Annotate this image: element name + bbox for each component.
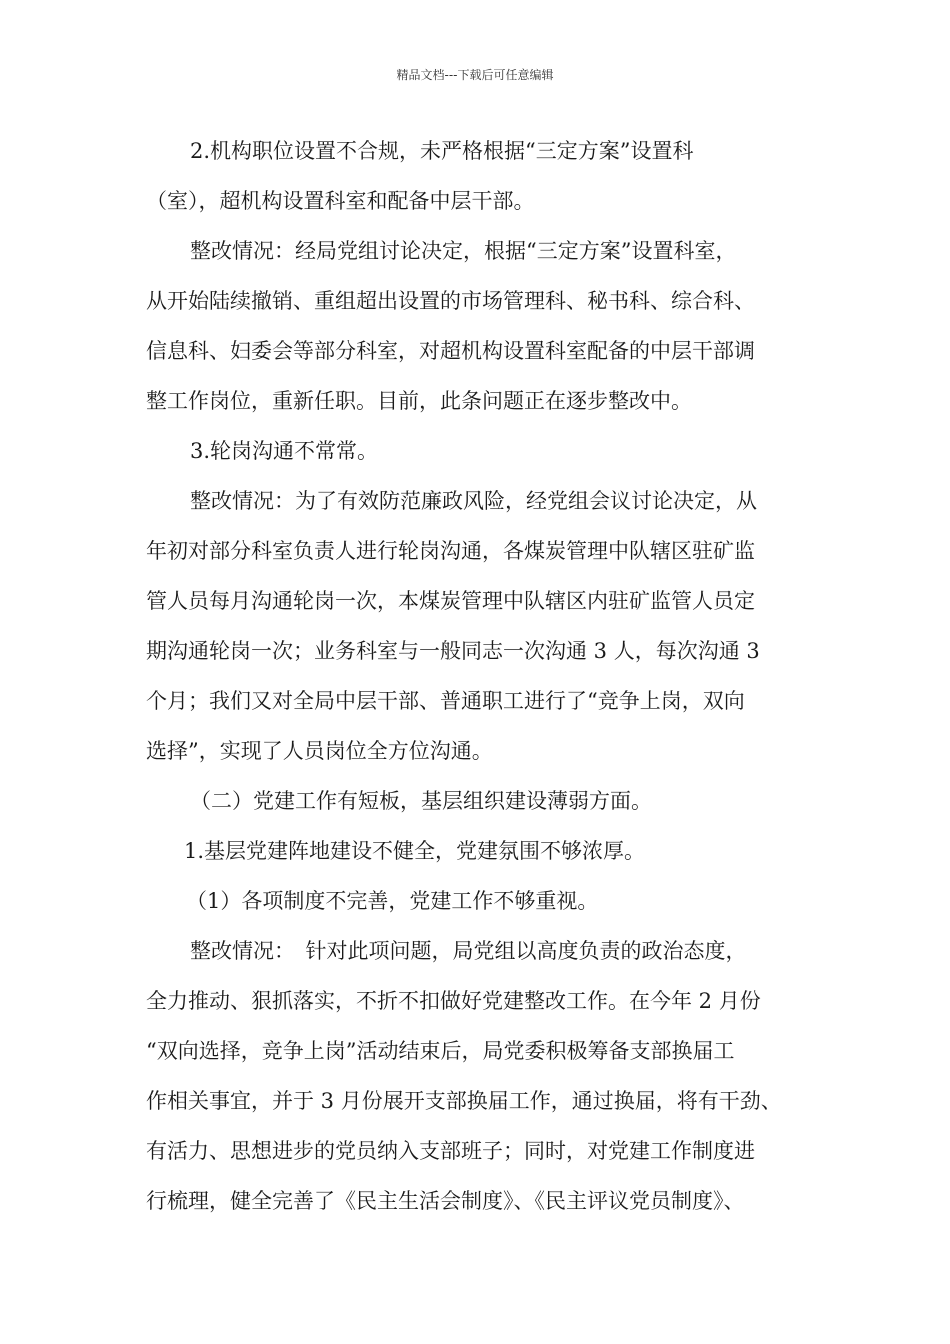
text-line: 整改情况：为了有效防范廉政风险，经党组会议讨论决定，从: [190, 489, 757, 513]
text-line: 年初对部分科室负责人进行轮岗沟通，各煤炭管理中队辖区驻矿监: [146, 539, 755, 563]
text-line: 个月；我们又对全局中层干部、普通职工进行了“竞争上岗，双向: [146, 689, 745, 713]
text-line: 信息科、妇委会等部分科室，对超机构设置科室配备的中层干部调: [146, 339, 755, 363]
text-line: （二）党建工作有短板，基层组织建设薄弱方面。: [190, 789, 652, 813]
text-line: 选择”，实现了人员岗位全方位沟通。: [146, 739, 493, 763]
text-line: 1.基层党建阵地建设不健全，党建氛围不够浓厚。: [184, 839, 646, 863]
text-line: 3.轮岗沟通不常常。: [190, 439, 379, 463]
text-line: （室），超机构设置科室和配备中层干部。: [146, 189, 535, 213]
text-line: （1）各项制度不完善，党建工作不够重视。: [186, 889, 599, 913]
text-line: 从开始陆续撤销、重组超出设置的市场管理科、秘书科、综合科、: [146, 289, 755, 313]
text-line: 管人员每月沟通轮岗一次，本煤炭管理中队辖区内驻矿监管人员定: [146, 589, 755, 613]
text-line: 作相关事宜，并于 3 月份展开支部换届工作，通过换届，将有干劲、: [146, 1089, 782, 1113]
text-line: “双向选择，竞争上岗”活动结束后，局党委积极筹备支部换届工: [146, 1039, 735, 1063]
document-body: [146, 126, 806, 1226]
page-header: 精品文档---下载后可任意编辑: [396, 68, 554, 82]
text-line: 2.机构职位设置不合规，未严格根据“三定方案”设置科: [190, 139, 694, 163]
text-line: 有活力、思想进步的党员纳入支部班子；同时，对党建工作制度进: [146, 1139, 755, 1163]
text-line: 整工作岗位，重新任职。目前，此条问题正在逐步整改中。: [146, 389, 692, 413]
text-line: 期沟通轮岗一次；业务科室与一般同志一次沟通 3 人，每次沟通 3: [146, 639, 760, 663]
text-line: 全力推动、狠抓落实，不折不扣做好党建整改工作。在今年 2 月份: [146, 989, 761, 1013]
text-line: 整改情况： 针对此项问题，局党组以高度负责的政治态度，: [190, 939, 747, 963]
text-line: 行梳理，健全完善了《民主生活会制度》、《民主评议党员制度》、: [146, 1189, 745, 1213]
text-line: 整改情况：经局党组讨论决定，根据“三定方案”设置科室，: [190, 239, 737, 263]
